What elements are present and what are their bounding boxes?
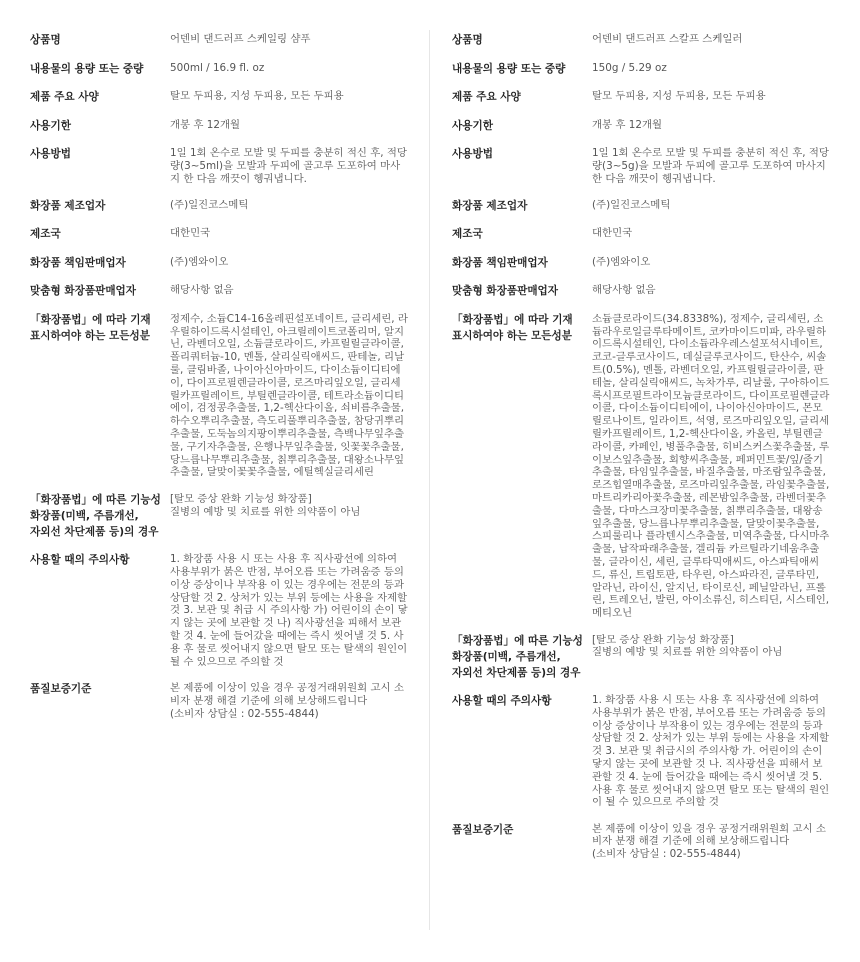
info-value: 어덴비 댄드러프 스칼프 스케일러 xyxy=(592,33,743,45)
info-row xyxy=(30,59,415,77)
info-label: 제조국 xyxy=(30,228,61,241)
info-label: 사용할 때의 주의사항 xyxy=(452,695,552,708)
info-label: 내용물의 용량 또는 중량 xyxy=(452,62,566,75)
info-row xyxy=(452,281,837,299)
info-value: [탈모 증상 완화 기능성 화장품] 질병의 예방 및 치료를 위한 의약품이 아님 xyxy=(592,633,783,659)
info-row xyxy=(30,490,415,540)
info-value: [탈모 증상 완화 기능성 화장품] 질병의 예방 및 치료를 위한 의약품이 아님 xyxy=(170,492,361,518)
info-label: 「화장품법」에 따라 기재 표시하여야 하는 모든성분 xyxy=(30,313,151,342)
info-value: 탈모 두피용, 지성 두피용, 모든 두피용 xyxy=(592,90,766,102)
info-label: 제품 주요 사양 xyxy=(30,91,99,103)
info-value: 개봉 후 12개월 xyxy=(170,118,241,131)
info-label: 상품명 xyxy=(30,34,61,46)
info-label: 「화장품법」에 따른 기능성 화장품(미백, 주름개선, 자외선 차단제품 등)의 경우 xyxy=(452,634,583,679)
info-value: 해당사항 없음 xyxy=(592,284,656,297)
info-value: 1. 화장품 사용 시 또는 사용 후 직사광선에 의하여 사용부위가 붉은 반점, 부어오름 또는 가려움증 등의 이상 증상이나 부작용 이 있는 경우에는 전문의 등과 상담할 것 2. 상처가 있는 부위 등에는 사용을 자제할 것 3. 보관 및 취급 시 주의사항 가) 어린이의 손이 닿지 않는 곳에 보관할 것 나) 직사광선을 피해서 보관할 것 4. 눈에 들어갔을 때에는 즉시 씻어낼 것 5. 사용 후 물로 씻어내지 않으면 탈모 또는 탈색의 원인이 될 수 있으므로 주의할 것 xyxy=(170,553,408,668)
info-row xyxy=(452,196,837,214)
info-value: 1일 1회 온수로 모발 및 두피를 충분히 적신 후, 적당량(3~5ml)을 모발과 두피에 골고루 도포하여 마사지 한 다음 깨끗이 헹궈냅니다. xyxy=(170,147,407,185)
info-value: 500ml / 16.9 fl. oz xyxy=(170,61,265,74)
info-label: 품질보증기준 xyxy=(30,682,92,695)
info-label: 제조국 xyxy=(452,228,483,241)
info-row xyxy=(452,87,837,105)
info-label: 제품 주요 사양 xyxy=(452,91,521,103)
info-value: 본 제품에 이상이 있을 경우 공정거래위원회 고시 소비자 분쟁 해결 기준에 의해 보상해드립니다 (소비자 상담실 : 02-555-4844) xyxy=(170,681,404,720)
info-row xyxy=(452,310,837,620)
info-label: 사용방법 xyxy=(452,148,493,160)
info-row xyxy=(30,87,415,105)
info-value: 1. 화장품 사용 시 또는 사용 후 직사광선에 의하여 사용부위가 붉은 반점, 부어오름 또는 가려움증 등의 이상 증상이나 부작용이 있는 경우에는 전문의 등과 상담할 것 2. 상처가 있는 부위 등에는 사용을 자제할 것 3. 보관 및 취급시의 주의사항 가. 어린이의 손이 닿지 않는 곳에 보관할 것 나. 직사광선을 피해서 보관할 것 4. 눈에 들어갔을 때에는 즉시 씻어낼 것 5. 사용 후 물로 씻어내지 않으면 탈모 또는 탈색의 원인이 될 수 있으므로 주의할 것 xyxy=(592,694,830,809)
info-row xyxy=(30,196,415,214)
info-label: 사용방법 xyxy=(30,148,71,160)
info-label: 사용할 때의 주의사항 xyxy=(30,554,130,567)
column-divider xyxy=(429,30,430,930)
info-value: 1일 1회 온수로 모발 및 두피를 충분히 적신 후, 적당량(3~5g)을 모발과 두피에 골고루 도포하여 마사지 한 다음 깨끗이 헹궈냅니다. xyxy=(592,147,829,185)
info-label: 품질보증기준 xyxy=(452,823,514,836)
info-row xyxy=(30,550,415,668)
info-label: 상품명 xyxy=(452,34,483,46)
info-row xyxy=(30,310,415,479)
info-row xyxy=(30,679,415,720)
info-label: 사용기한 xyxy=(30,119,71,132)
info-value: 어덴비 댄드러프 스케일링 샴푸 xyxy=(170,33,311,45)
info-row xyxy=(30,30,415,48)
info-value: 소듐클로라이드(34.8338%), 정제수, 글리세린, 소듐라우로일글루타메이트, 코카마이드미파, 라우릴하이드록시설테인, 다이소듐라우레스설포석시네이트, 코코-글루코사이드, 데실글루코사이드, 탄산수, 씨솔트(0.5%), 멘톨, 라벤더오일, 카프릴릴글라이콜, 판테놀, 살리실릭애씨드, 녹차가루, 리날룰, 구아하이드록시프로필트라이모늄클로라이드, 다이프로필렌글라이콜, 다이소듐이디티에이, 나이아신아마이드, 몬모릴로나이트, 일라이트, 석영, 로즈마리잎오일, 글리세릴카프릴레이트, 1,2-헥산다이올, 카올린, 부틸렌글라이콜, 카페인, 병풀추출물, 히비스커스꽃추출물, 루이보스잎추출물, 회향씨추출물, 페퍼민트꽃/잎/줄기추출물, 타임잎추출물, 바질추출물, 마조람잎추출물, 로즈힙열매추출물, 로즈마리잎추출물, 라임꽃추출물, 마트리카리아꽃추출물, 레몬밤잎추출물, 라벤더꽃추출물, 다마스크장미꽃추출물, 칡뿌리추출물, 대왕송잎추출물, 당느릅나무뿌리추출물, 달맞이꽃추출물, 스피룰리나 플라텐시스추출물, 미역추출물, 다시마추출물, 납작파래추출물, 겔리듐 카르틸라기네움추출물, 글라이신, 세린, 글루타믹애씨드, 아스파틱애씨드, 류신, 트립토판, 타우린, 아스파라진, 글루타민, 알라닌, 라이신, 알지닌, 타이로신, 페닐알라닌, 프롤린, 트레오닌, 발린, 아이소류신, 히스티딘, 시스테인, 메티오닌 xyxy=(592,312,830,620)
info-row xyxy=(452,631,837,681)
info-value: 대한민국 xyxy=(170,227,211,240)
info-label: 화장품 책임판매업자 xyxy=(452,256,548,269)
info-value: (주)엠와이오 xyxy=(170,255,229,268)
info-value: (주)일진코스메틱 xyxy=(592,198,671,211)
info-row xyxy=(30,253,415,271)
info-label: 화장품 제조업자 xyxy=(30,199,106,212)
info-row xyxy=(452,224,837,242)
info-row xyxy=(452,116,837,134)
info-value: 본 제품에 이상이 있을 경우 공정거래위원회 고시 소비자 분쟁 해결 기준에 의해 보상해드립니다 (소비자 상담실 : 02-555-4844) xyxy=(592,822,826,861)
info-value: (주)엠와이오 xyxy=(592,255,651,268)
info-label: 맞춤형 화장품판매업자 xyxy=(452,285,559,298)
info-label: 사용기한 xyxy=(452,119,493,132)
info-value: 정제수, 소듐C14-16올레핀설포네이트, 글리세린, 라우릴하이드록시설테인, 아크릴레이트코폴리머, 알지닌, 라벤더오일, 소듐클로라이드, 카프릴릴글라이콜, 폴리쿼터늄-10, 멘톨, 살리실릭애씨드, 판테놀, 리날룰, 클림바졸, 나이아신아마이드, 다이소듐이디티에이, 다이프로필렌글라이콜, 로즈마리잎오일, 글리세릴카프릴레이트, 부틸렌글라이콜, 테트라소듐이디티에이, 검정콩추출물, 1,2-헥산다이올, 쇠비름추출물, 하수오뿌리추출물, 측도리풀뿌리추출물, 참당귀뿌리추출물, 도둑놈의지팡이뿌리추출물, 측백나무잎추출물, 구기자추출물, 은행나무잎추출물, 잇꽃꽃추출물, 당느릅나무뿌리추출물, 칡뿌리추출물, 대왕소나무잎추출물, 달맞이꽃꽃추출물, 에틸헥실글리세린 xyxy=(170,312,408,479)
info-value: 개봉 후 12개월 xyxy=(592,118,663,131)
info-row xyxy=(30,116,415,134)
info-value: 해당사항 없음 xyxy=(170,284,234,297)
info-label: 내용물의 용량 또는 중량 xyxy=(30,62,144,75)
info-row xyxy=(452,30,837,48)
info-value: 150g / 5.29 oz xyxy=(592,61,667,74)
info-label: 화장품 책임판매업자 xyxy=(30,256,126,269)
info-value: (주)일진코스메틱 xyxy=(170,198,249,211)
left-product-info-table xyxy=(30,30,415,731)
info-value: 탈모 두피용, 지성 두피용, 모든 두피용 xyxy=(170,90,344,102)
info-row xyxy=(30,144,415,185)
info-row xyxy=(452,144,837,185)
right-product-info-table xyxy=(452,30,837,872)
info-row xyxy=(452,691,837,809)
info-label: 「화장품법」에 따라 기재 표시하여야 하는 모든성분 xyxy=(452,313,573,342)
info-label: 맞춤형 화장품판매업자 xyxy=(30,285,137,298)
info-value: 대한민국 xyxy=(592,227,633,240)
info-row xyxy=(30,281,415,299)
info-label: 「화장품법」에 따른 기능성 화장품(미백, 주름개선, 자외선 차단제품 등)의 경우 xyxy=(30,493,161,538)
info-row xyxy=(452,820,837,861)
info-label: 화장품 제조업자 xyxy=(452,199,528,212)
info-row xyxy=(452,59,837,77)
info-row xyxy=(30,224,415,242)
info-row xyxy=(452,253,837,271)
